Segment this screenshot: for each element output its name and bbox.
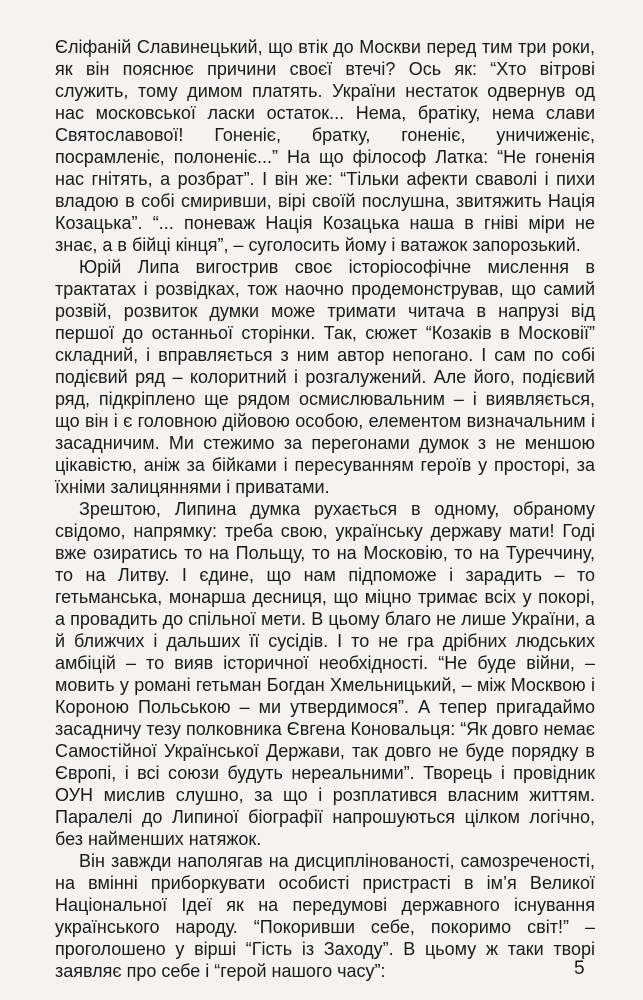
paragraph-2: Юрій Липа вигострив своє історіософічне мислення в трактатах і розвідках, тож наочно продемонстрував, що самий розвій, розвиток думки може тримати читача в напрузі від першої до останньої сторінки. Так, сюжет “Козаків в Московії” складний, і вправляється з ним автор непогано. І сам по собі подієвий ряд – колоритний і розгалужений. Але його, подієвий ряд, підкріплено ще рядом осмислювальним – і виявляється, що він і є головною дійовою особою, елементом визначальним і засадничим. Ми стежимо за перегонами думок з не меншою цікавістю, аніж за бійками і пересуванням героїв у просторі, за їхніми залицяннями і приватами. (55, 257, 595, 497)
paragraph-1: Єліфаній Славинецький, що втік до Москви перед тим три роки, як він пояснює причини своєї втечі? Ось як: “Хто вітрові служить, тому димом платять. України нестаток одвернув од нас московської ласки остаток... Нема, братіку, нема слави Святославової! Гоненіє, братку, гоненіє, уничиженіє, посрамленіє, полоненіє...” На що філософ Латка: “Не гоненія нас гнітять, а розбрат”. І він же: “Тільки афекти сваволі і пихи владою в собі смиривши, вірі своїй послушна, звитяжить Нація Козацька”. “... поневаж Нація Козацька наша в гніві міри не знає, а в бійці кінця”, – суголосить йому і ватажок запорозький. (55, 37, 595, 255)
paragraph-4: Він завжди наполягав на дисциплінованості, самозреченості, на вмінні приборкувати особисті пристрасті в ім’я Великої Національної Ідеї як на передумові державного існування українського народу. “Покоривши себе, покоримо світ!” – проголошено у вірші “Гість із Заходу”. В цьому ж таки творі заявляє про себе і “герой нашого часу”: (55, 851, 595, 981)
paragraph-3: Зрештою, Липина думка рухається в одному, обраному свідомо, напрямку: треба свою, українську державу мати! Годі вже озиратись то на Польщу, то на Московію, то на Туреччину, то на Литву. І єдине, що нам підпоможе і зарадить – то гетьманська, монарша десниця, що міцно тримає всіх у покорі, а провадить до спільної мети. В цьому благо не лише України, а й ближчих і дальших її сусідів. І то не гра дрібних людських амбіцій – то вияв історичної необхідності. “Не буде війни, – мовить у романі гетьман Богдан Хмельницький, – між Москвою і Короною Польською – ми утвердимося”. А тепер пригадаймо засадничу тезу полковника Євгена Коновальця: “Як довго немає Самостійної Української Держави, так довго не буде порядку в Європі, і всі союзи будуть нереальними”. Творець і провідник ОУН мислив слушно, за що і розплатився власним життям. Паралелі до Липиної біографії напрошуються цілком логічно, без найменших натяжок. (55, 499, 595, 849)
page-body (55, 36, 595, 982)
page-number: 5 (574, 958, 585, 979)
